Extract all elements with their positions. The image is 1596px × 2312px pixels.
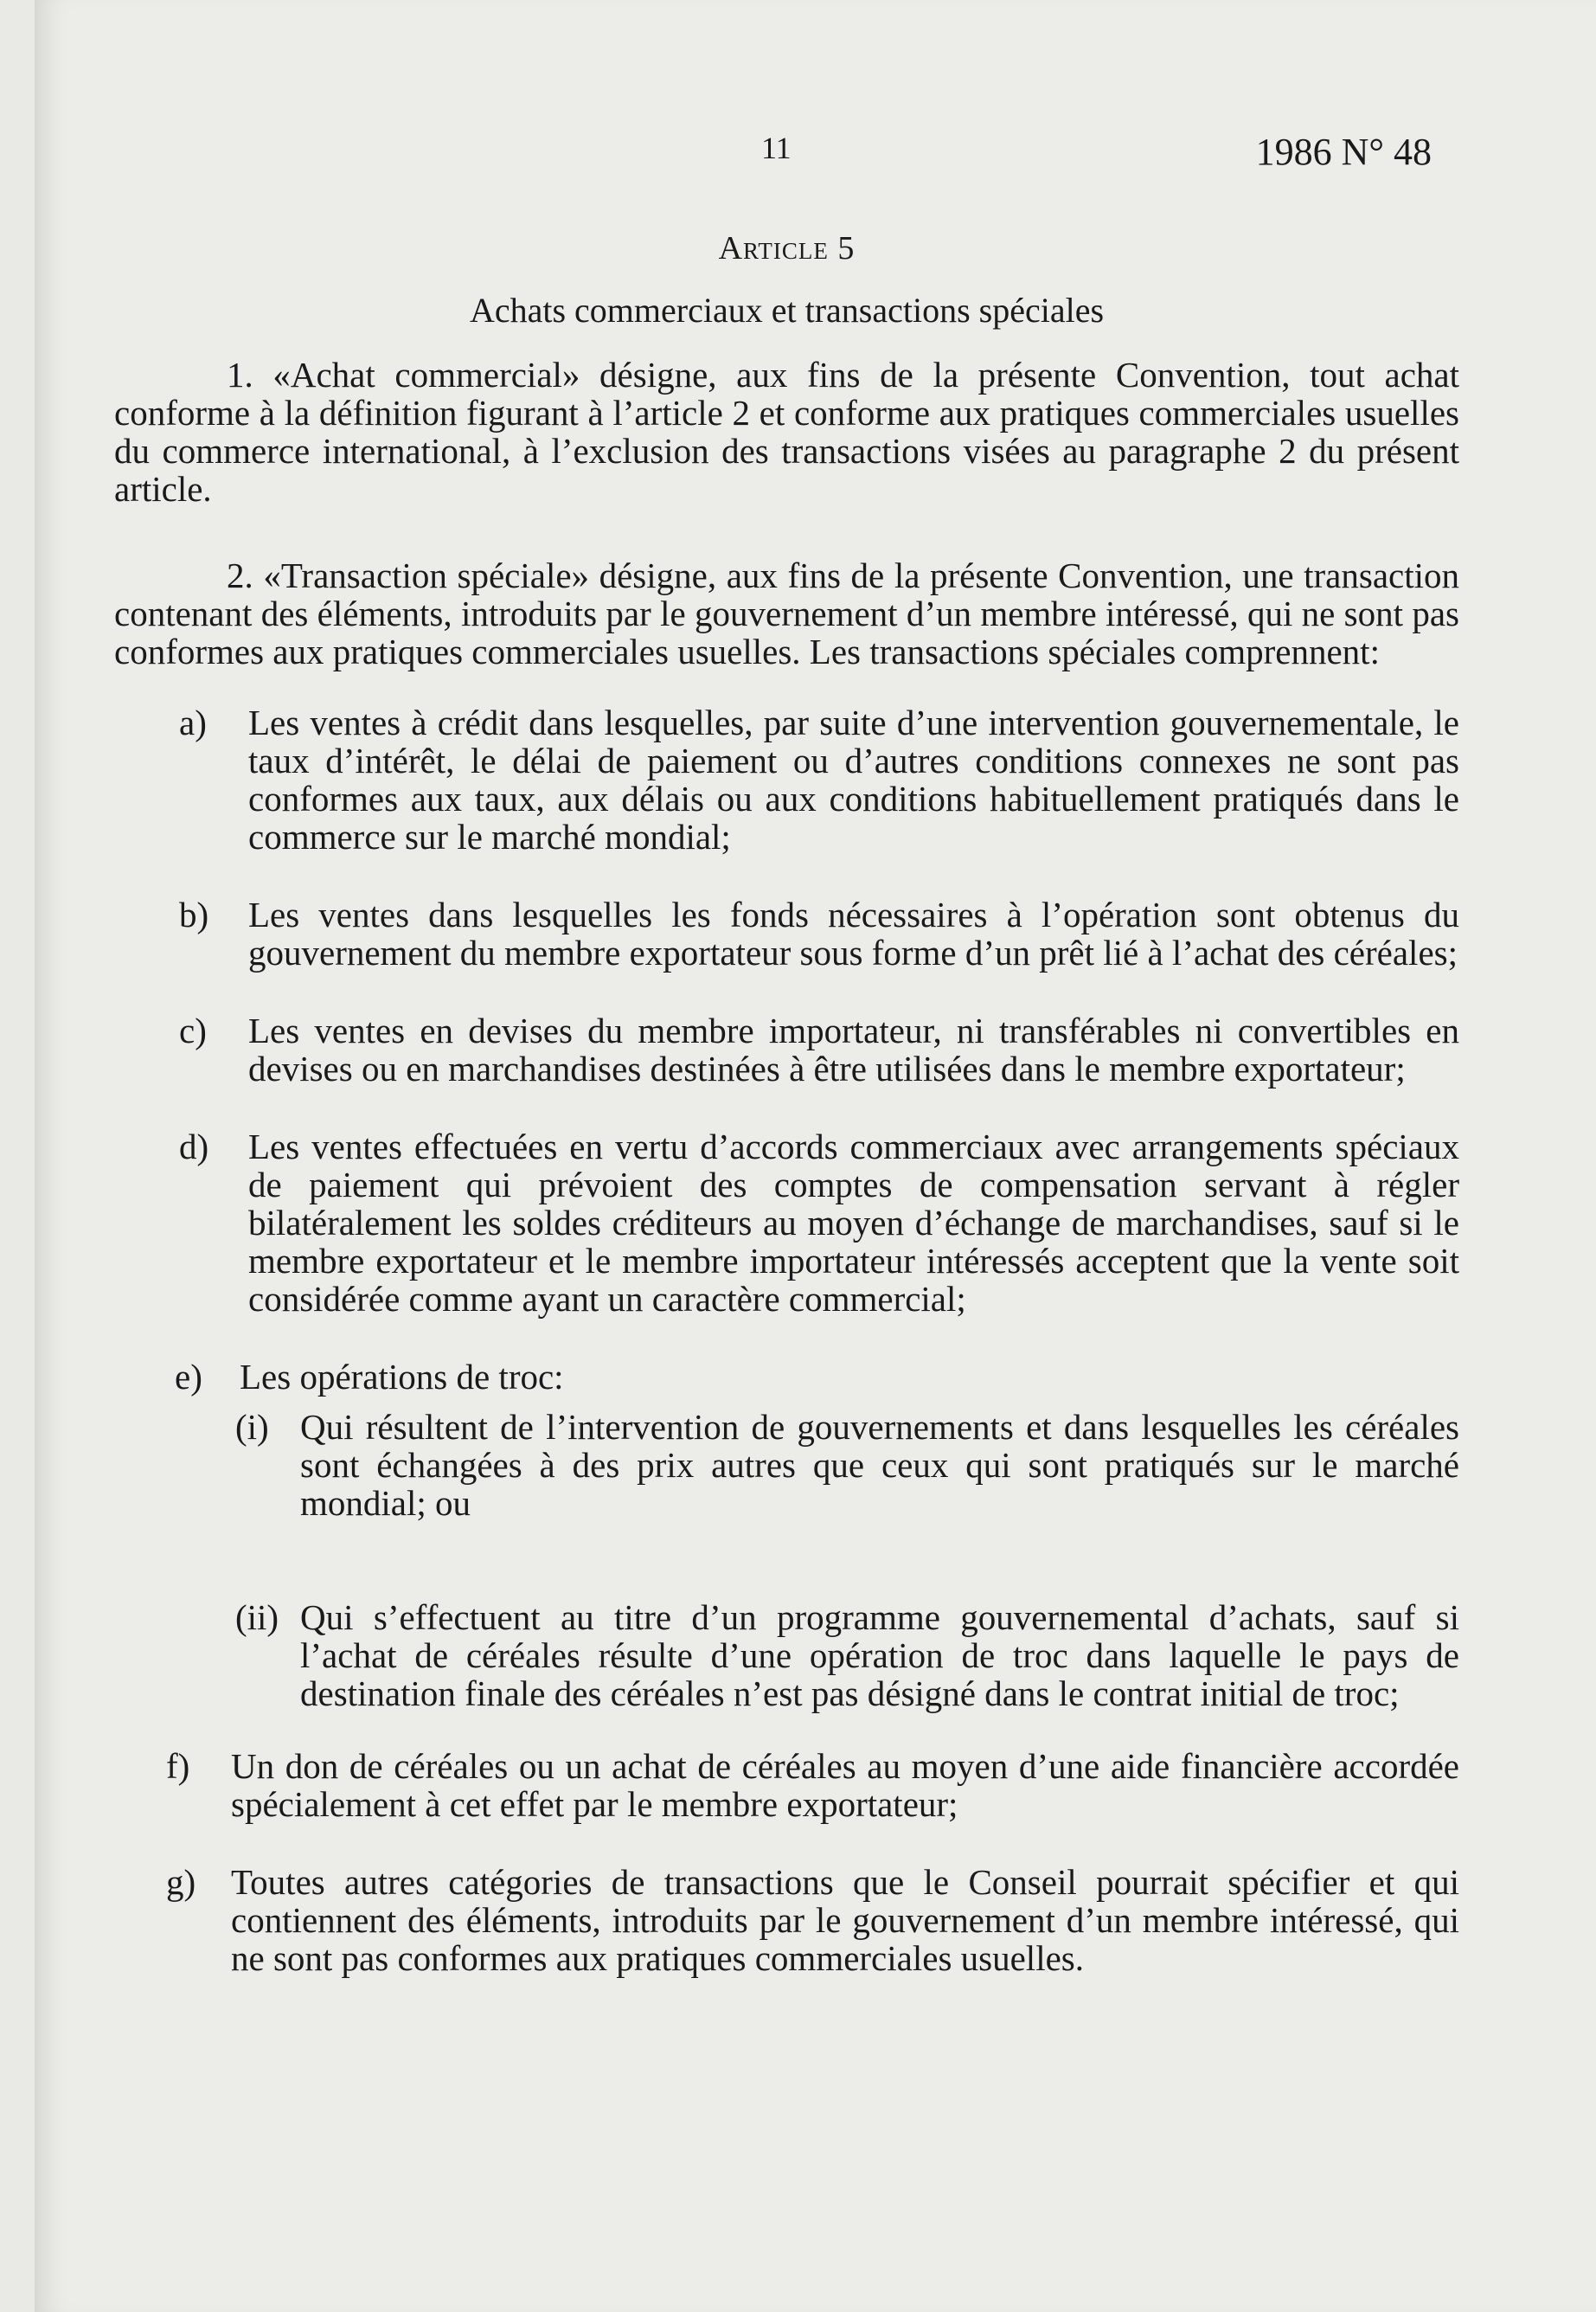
list-item — [114, 896, 1459, 972]
list-marker: d) — [179, 1127, 209, 1166]
list-marker: g) — [166, 1862, 196, 1902]
list-item — [114, 1863, 1459, 1977]
sublist-item-text: Qui résultent de l’intervention de gouvernements et dans lesquelles les céréales sont échangées à des prix autres que ceux qui sont pratiqués sur le marché mondial; ou — [300, 1407, 1459, 1523]
list-item-text: Toutes autres catégories de transactions que le Conseil pourrait spécifier et qui contiennent des éléments, introduits par le gouvernement d’un membre intéressé, qui ne sont pas conformes aux pratiques commerciales usuelles. — [231, 1862, 1459, 1978]
barter-sublist — [235, 1407, 1459, 1713]
list-marker: e) — [175, 1357, 202, 1397]
paragraph-2: 2. «Transaction spéciale» désigne, aux fins de la présente Convention, une transaction contenant des éléments, introduits par le gouvernement d’un membre intéressé, qui ne sont pas conformes aux pratiques commerciales usuelles. Les transactions spéciales comprennent: — [114, 556, 1459, 671]
article-title: Article 5 — [718, 230, 856, 267]
page-header — [35, 130, 1596, 182]
list-item — [114, 703, 1459, 856]
list-marker: f) — [166, 1746, 190, 1786]
list-item-text: Les ventes dans lesquelles les fonds nécessaires à l’opération sont obtenus du gouvernement du membre exportateur sous forme d’un prêt lié à l’achat des céréales; — [248, 895, 1459, 973]
article-body — [114, 229, 1459, 2017]
paragraph-1: 1. «Achat commercial» désigne, aux fins de la présente Convention, tout achat conforme à la définition figurant à l’article 2 et conforme aux pratiques commerciales usuelles du commerce international, à l’exclusion des transactions visées au paragraphe 2 du présent article. — [114, 355, 1459, 509]
sublist-item-text: Qui s’effectuent au titre d’un programme gouvernemental d’achats, sauf si l’achat de céréales résulte d’une opération de troc dans laquelle le pays de destination finale des céréales n’est pas désigné dans le contrat initial de troc; — [300, 1597, 1459, 1713]
list-item — [114, 1358, 1459, 1712]
document-page — [35, 0, 1596, 2312]
sublist-marker: (ii) — [235, 1597, 279, 1637]
list-marker: c) — [179, 1011, 207, 1050]
list-item — [114, 1747, 1459, 1823]
article-subtitle: Achats commerciaux et transactions spéciales — [469, 291, 1105, 330]
page-number: 11 — [761, 131, 792, 165]
list-item-text: Les opérations de troc: — [240, 1357, 564, 1397]
list-item-text: Les ventes en devises du membre importateur, ni transférables ni convertibles en devises ou en marchandises destinées à être utilisées dans le membre exportateur; — [248, 1011, 1459, 1089]
list-item-text: Les ventes effectuées en vertu d’accords commerciaux avec arrangements spéciaux de paiement qui prévoient des comptes de compensation servant à régler bilatéralement les soldes créditeurs au moyen d’échange de marchandises, sauf si le membre exportateur et le membre importateur intéressés acceptent que la vente soit considérée comme ayant un caractère commercial; — [248, 1127, 1459, 1319]
sublist-marker: (i) — [235, 1407, 269, 1447]
list-item — [114, 1127, 1459, 1318]
list-item-text: Un don de céréales ou un achat de céréales au moyen d’une aide financière accordée spécialement à cet effet par le membre exportateur; — [231, 1746, 1459, 1824]
sublist-item — [235, 1598, 1459, 1712]
treaty-reference: 1986 N° 48 — [1255, 131, 1432, 173]
list-marker: a) — [179, 703, 207, 742]
list-item — [114, 1012, 1459, 1088]
list-item-text: Les ventes à crédit dans lesquelles, par suite d’une intervention gouvernementale, le taux d’intérêt, le délai de paiement ou d’autres conditions connexes ne sont pas conformes aux taux, aux délais ou aux conditions habituellement pratiqués dans le commerce sur le marché mondial; — [248, 703, 1459, 857]
sublist-item — [235, 1408, 1459, 1522]
transaction-list — [114, 703, 1459, 1977]
list-marker: b) — [179, 895, 209, 934]
